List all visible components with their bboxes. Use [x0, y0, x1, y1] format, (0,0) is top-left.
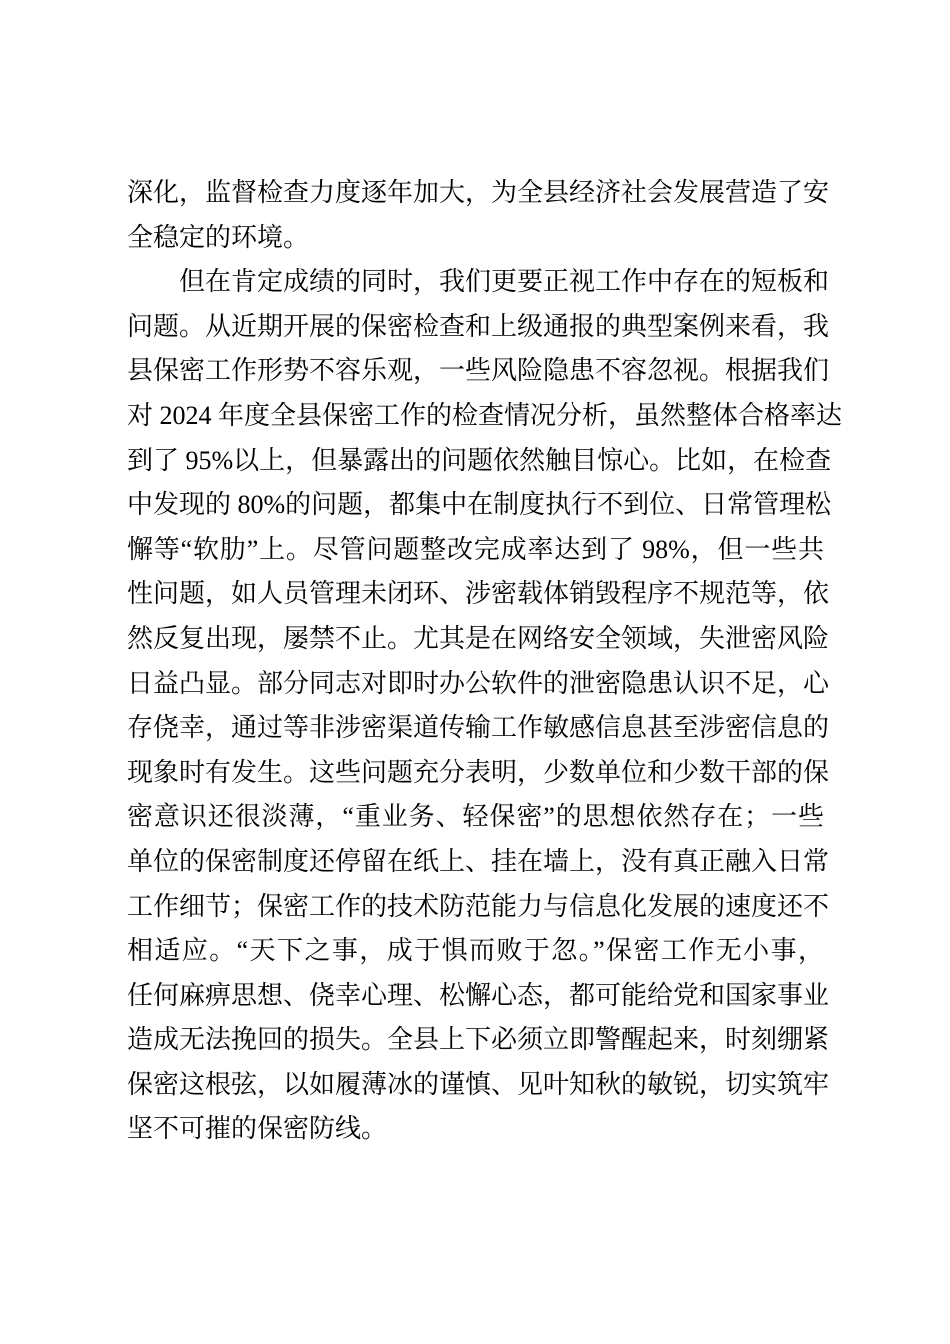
text-line: 相适应。“天下之事，成于惧而败于忽。”保密工作无小事，: [127, 936, 824, 966]
text-line: 中发现的 80%的问题，都集中在制度执行不到位、日常管理松: [127, 490, 832, 520]
text-line: 保密这根弦，以如履薄冰的谨慎、见叶知秋的敏锐，切实筑牢: [127, 1069, 830, 1099]
text-line: 但在肯定成绩的同时，我们更要正视工作中存在的短板和: [179, 267, 830, 297]
text-line: 然反复出现，屡禁不止。尤其是在网络安全领域，失泄密风险: [127, 623, 830, 653]
text-line: 对 2024 年度全县保密工作的检查情况分析，虽然整体合格率达: [127, 400, 843, 430]
text-line: 现象时有发生。这些问题充分表明，少数单位和少数干部的保: [127, 757, 830, 787]
text-line: 深化，监督检查力度逐年加大，为全县经济社会发展营造了安: [127, 178, 830, 207]
document-body: [127, 171, 843, 1152]
text-line: 任何麻痹思想、侥幸心理、松懈心态，都可能给党和国家事业: [127, 980, 830, 1010]
text-line: 到了 95%以上，但暴露出的问题依然触目惊心。比如，在检查: [127, 445, 832, 475]
text-line: 坚不可摧的保密防线。: [127, 1114, 388, 1144]
text-line: 单位的保密制度还停留在纸上、挂在墙上，没有真正融入日常: [127, 846, 830, 876]
text-line: 工作细节；保密工作的技术防范能力与信息化发展的速度还不: [127, 891, 830, 921]
text-line: 县保密工作形势不容乐观，一些风险隐患不容忽视。根据我们: [127, 356, 830, 386]
text-line: 性问题，如人员管理未闭环、涉密载体销毁程序不规范等，依: [127, 579, 830, 609]
text-line: 问题。从近期开展的保密检查和上级通报的典型案例来看，我: [127, 311, 830, 341]
text-line: 全稳定的环境。: [127, 222, 310, 252]
text-line: 密意识还很淡薄，“重业务、轻保密”的思想依然存在；一些: [127, 802, 824, 832]
text-line: 存侥幸，通过等非涉密渠道传输工作敏感信息甚至涉密信息的: [127, 713, 830, 743]
text-line: 日益凸显。部分同志对即时办公软件的泄密隐患认识不足，心: [127, 668, 830, 698]
text-line: 造成无法挽回的损失。全县上下必须立即警醒起来，时刻绷紧: [127, 1025, 830, 1055]
text-line: 懈等“软肋”上。尽管问题整改完成率达到了 98%，但一些共: [127, 534, 824, 564]
